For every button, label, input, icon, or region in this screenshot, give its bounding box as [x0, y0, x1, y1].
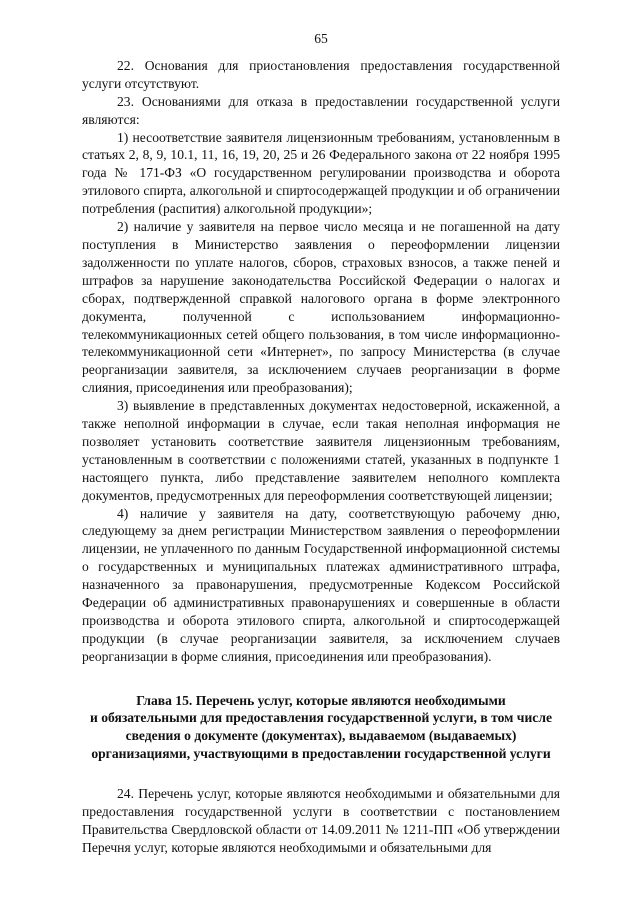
- document-page: [82, 30, 560, 857]
- list-item-4: 4) наличие у заявителя на дату, соответствующую рабочему дню, следующему за днем регистрации Министерством заявления о переоформлении лицензии, не уплаченного по данным Государственной информационной системы о государственных и муниципальных платежах административного штрафа, назначенного за правонарушения, предусмотренные Кодексом Российской Федерации об административных правонарушениях и совершенные в области производства и оборота этилового спирта, алкогольной и спиртосодержащей продукции (в случае реорганизации заявителя, за исключением случаев реорганизации в форме слияния, присоединения или преобразования).: [82, 505, 560, 664]
- paragraph-23: 23. Основаниями для отказа в предоставлении государственной услуги являются:: [82, 93, 560, 127]
- page-number: 65: [314, 31, 328, 46]
- chapter-heading-line: и обязательными для предоставления государственной услуги, в том числе: [89, 710, 552, 726]
- paragraph-22: 22. Основания для приостановления предоставления государственной услуги отсутствуют.: [82, 57, 560, 91]
- chapter-heading-line: сведения о документе (документах), выдаваемом (выдаваемых): [125, 727, 517, 743]
- chapter-heading-line: организациями, участвующими в предоставлении государственной услуги: [91, 745, 551, 761]
- list-item-1: 1) несоответствие заявителя лицензионным требованиям, установленным в статьях 2, 8, 9, 10.1, 11, 16, 19, 20, 25 и 26 Федерального закона от 22 ноября 1995 года № 171-ФЗ «О государственном регулировании производства и оборота этилового спирта, алкогольной и спиртосодержащей продукции и об ограничении потребления (распития) алкогольной продукции»;: [82, 129, 560, 217]
- list-item-3: 3) выявление в представленных документах недостоверной, искаженной, а также неполной информации в случае, если такая неполная информация не позволяет установить соответствие заявителя лицензионным требованиям, установленным в соответствии с положениями статей, указанных в подпункте 1 настоящего пункта, либо представление заявителем неполного комплекта документов, предусмотренных для переоформления соответствующей лицензии;: [82, 398, 560, 503]
- list-item-2: 2) наличие у заявителя на первое число месяца и не погашенной на дату поступления в Министерство заявления о переоформлении лицензии задолженности по уплате налогов, сборов, страховых взносов, а также пеней и штрафов за нарушение законодательства Российской Федерации о налогах и сборах, подтвержденной справкой налогового органа в форме электронного документа, полученной с использованием информационно-телекоммуникационных сетей общего пользования, в том числе информационно-телекоммуникационной сети «Интернет», по запросу Министерства (в случае реорганизации заявителя, за исключением случаев реорганизации в форме слияния, присоединения или преобразования);: [82, 219, 560, 396]
- paragraph-24: 24. Перечень услуг, которые являются необходимыми и обязательными для предоставления государственной услуги в соответствии с постановлением Правительства Свердловской области от 14.09.2011 № 1211-ПП «Об утверждении Перечня услуг, которые являются необходимыми и обязательными для: [82, 786, 560, 855]
- chapter-heading: [82, 692, 560, 762]
- chapter-heading-line: Глава 15. Перечень услуг, которые являются необходимыми: [136, 692, 506, 708]
